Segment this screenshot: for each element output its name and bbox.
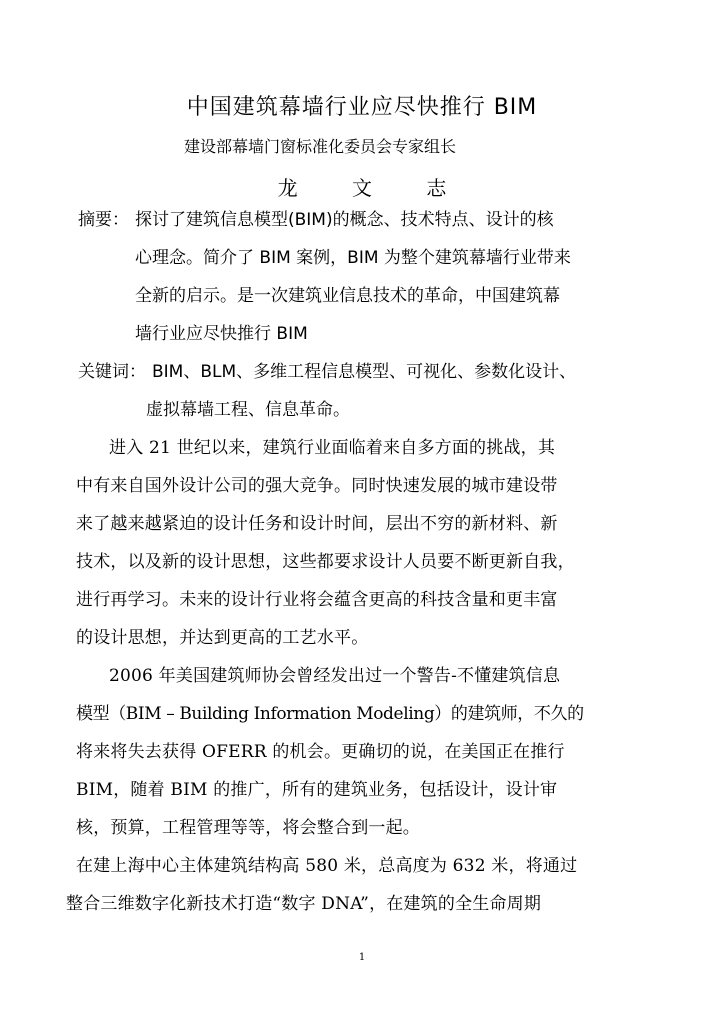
- author-name: [0, 172, 724, 201]
- body-line: 中有来自国外设计公司的强大竞争。同时快速发展的城市建设带: [76, 476, 558, 496]
- author-char: 文: [352, 176, 372, 200]
- author-char: 龙: [277, 176, 298, 200]
- document-title: 中国建筑幕墙行业应尽快推行 BIM: [186, 95, 538, 120]
- body-line: 进行再学习。未来的设计行业将会蕴含更高的科技含量和更丰富: [76, 590, 558, 610]
- body-line: 模型（BIM – Building Information Modeling）的建筑师，不久的: [76, 704, 584, 724]
- body-line: BIM，随着 BIM 的推广，所有的建筑业务，包括设计，设计审: [76, 780, 558, 800]
- body-line: 将来将失去获得 OFERR 的机会。更确切的说，在美国正在推行: [76, 742, 565, 762]
- body-line: 整合三维数字化新技术打造“数字 DNA”，在建筑的全生命周期: [66, 894, 542, 914]
- body-line: 进入 21 世纪以来，建筑行业面临着来自多方面的挑战，其: [109, 438, 556, 458]
- abstract-line: 全新的启示。是一次建筑业信息技术的革命，中国建筑幕: [135, 286, 560, 306]
- body-line: 来了越来越紧迫的设计任务和设计时间，层出不穷的新材料、新: [76, 514, 558, 534]
- body-line: 技术，以及新的设计思想，这些都要求设计人员要不断更新自我，: [76, 552, 575, 572]
- abstract-label: 摘要：: [78, 210, 129, 230]
- abstract-line: 墙行业应尽快推行 BIM: [135, 324, 308, 344]
- body-line: 2006 年美国建筑师协会曾经发出过一个警告-不懂建筑信息: [109, 666, 561, 686]
- page-number: 1: [358, 952, 366, 963]
- body-line: 在建上海中心主体建筑结构高 580 米，总高度为 632 米，将通过: [76, 856, 578, 876]
- author-char: 志: [426, 176, 447, 200]
- abstract-line: 心理念。简介了 BIM 案例，BIM 为整个建筑幕墙行业带来: [135, 248, 571, 268]
- author-affiliation: 建设部幕墙门窗标准化委员会专家组长: [184, 137, 457, 156]
- keywords-line: 虚拟幕墙工程、信息革命。: [146, 400, 350, 420]
- body-line: 核，预算，工程管理等等，将会整合到一起。: [76, 818, 420, 838]
- body-line: 的设计思想，并达到更高的工艺水平。: [76, 628, 369, 648]
- keywords-line: BIM、BLM、多维工程信息模型、可视化、参数化设计、: [152, 362, 577, 382]
- abstract-line: 探讨了建筑信息模型(BIM)的概念、技术特点、设计的核: [135, 210, 554, 230]
- keywords-label: 关键词：: [78, 362, 146, 382]
